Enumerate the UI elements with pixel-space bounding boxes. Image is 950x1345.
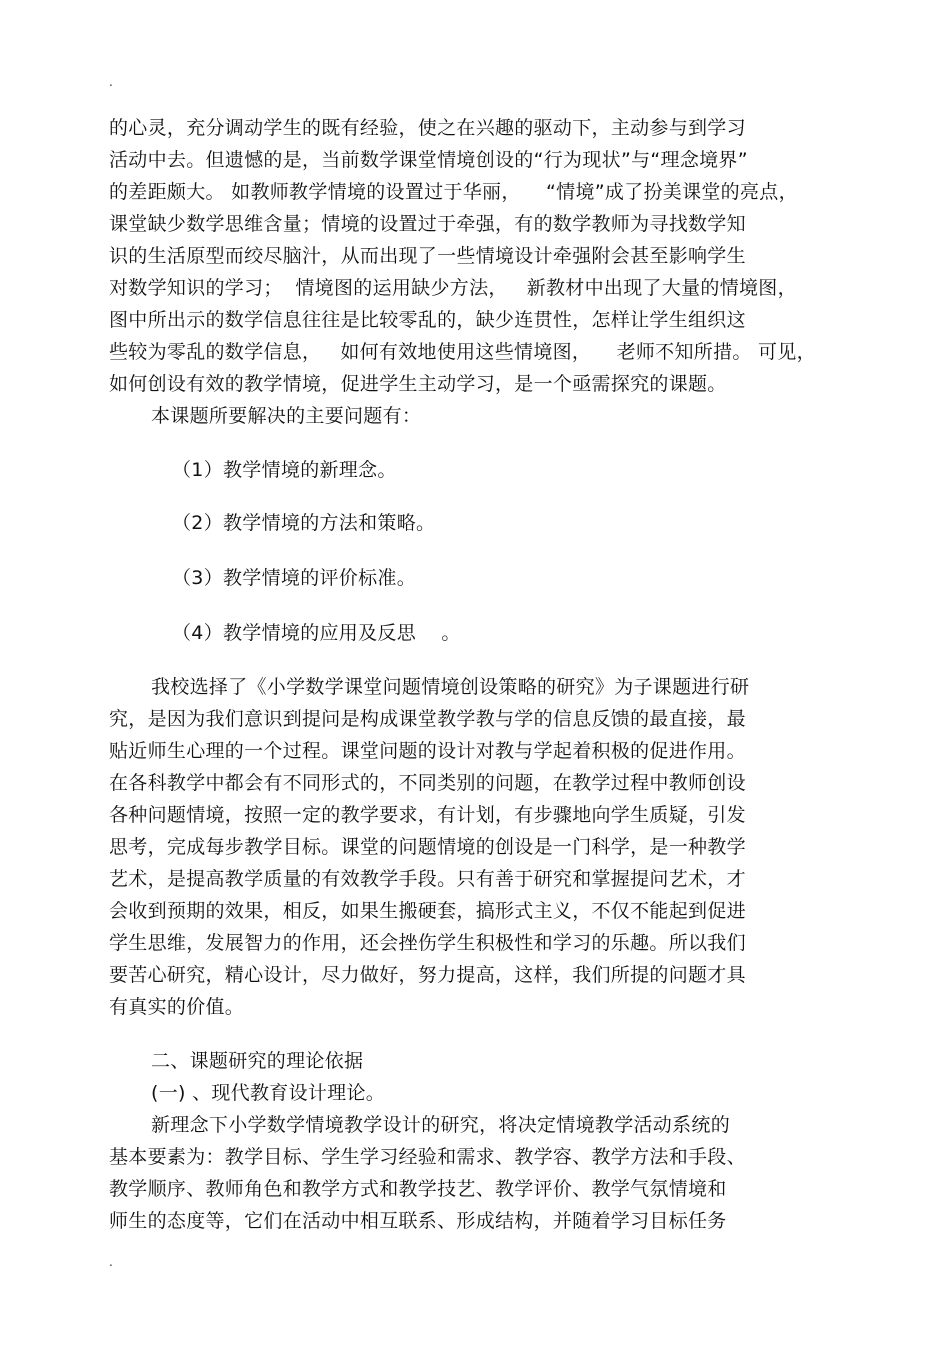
text-line: 活动中去。但遗憾的是，当前数学课堂情境创设的“行为现状”与“理念境界”: [109, 149, 748, 171]
page-bottom-mark: .: [109, 1255, 113, 1269]
text-line: 各种问题情境，按照一定的教学要求，有计划，有步骤地向学生质疑，引发: [109, 804, 746, 826]
text-line: 的差距颇大。 如教师教学情境的设置过于华丽， “情境”成了扮美课堂的亮点，: [109, 181, 798, 203]
text-line: 课堂缺少数学思维含量；情境的设置过于牵强，有的数学教师为寻找数学知: [109, 213, 746, 235]
list-item: （4）教学情境的应用及反思 。: [172, 622, 461, 644]
page-top-mark: .: [109, 75, 113, 89]
list-item: （1）教学情境的新理念。: [172, 459, 397, 481]
list-item: （2）教学情境的方法和策略。: [172, 512, 436, 534]
text-line: 师生的态度等，它们在活动中相互联系、形成结构，并随着学习目标任务: [109, 1210, 727, 1232]
text-line: 新理念下小学数学情境教学设计的研究，将决定情境教学活动系统的: [151, 1114, 731, 1136]
text-line: 些较为零乱的数学信息， 如何有效地使用这些情境图， 老师不知所措。 可见，: [109, 341, 816, 363]
subsection-heading: (一) 、现代教育设计理论。: [151, 1082, 386, 1104]
text-line: 基本要素为：教学目标、学生学习经验和需求、教学容、教学方法和手段、: [109, 1146, 746, 1168]
text-line: 识的生活原型而绞尽脑汁，从而出现了一些情境设计牵强附会甚至影响学生: [109, 245, 746, 267]
text-line: 贴近师生心理的一个过程。课堂问题的设计对教与学起着积极的促进作用。: [109, 740, 746, 762]
text-line: 的心灵，充分调动学生的既有经验，使之在兴趣的驱动下，主动参与到学习: [109, 117, 746, 139]
text-line: 图中所出示的数学信息往往是比较零乱的，缺少连贯性，怎样让学生组织这: [109, 309, 746, 331]
text-line: 有真实的价值。: [109, 996, 245, 1018]
text-line: 思考，完成每步教学目标。课堂的问题情境的创设是一门科学，是一种教学: [109, 836, 746, 858]
list-item: （3）教学情境的评价标准。: [172, 567, 416, 589]
text-line: 学生思维，发展智力的作用，还会挫伤学生积极性和学习的乐趣。所以我们: [109, 932, 746, 954]
text-line: 我校选择了《小学数学课堂问题情境创设策略的研究》为子课题进行研: [151, 676, 750, 698]
text-line: 要苦心研究，精心设计，尽力做好，努力提高，这样，我们所提的问题才具: [109, 964, 746, 986]
text-line: 艺术，是提高教学质量的有效教学手段。只有善于研究和掌握提问艺术，才: [109, 868, 746, 890]
problems-intro: 本课题所要解决的主要问题有：: [151, 405, 422, 427]
text-line: 在各科教学中都会有不同形式的，不同类别的问题，在教学过程中教师创设: [109, 772, 746, 794]
text-line: 会收到预期的效果，相反，如果生搬硬套，搞形式主义，不仅不能起到促进: [109, 900, 746, 922]
text-line: 对数学知识的学习； 情境图的运用缺少方法， 新教材中出现了大量的情境图，: [109, 277, 797, 299]
section-heading: 二、课题研究的理论依据: [151, 1050, 364, 1072]
text-line: 如何创设有效的教学情境，促进学生主动学习，是一个亟需探究的课题。: [109, 373, 727, 395]
text-line: 究，是因为我们意识到提问是构成课堂教学教与学的信息反馈的最直接，最: [109, 708, 746, 730]
text-line: 教学顺序、教师角色和教学方式和教学技艺、教学评价、教学气氛情境和: [109, 1178, 727, 1200]
